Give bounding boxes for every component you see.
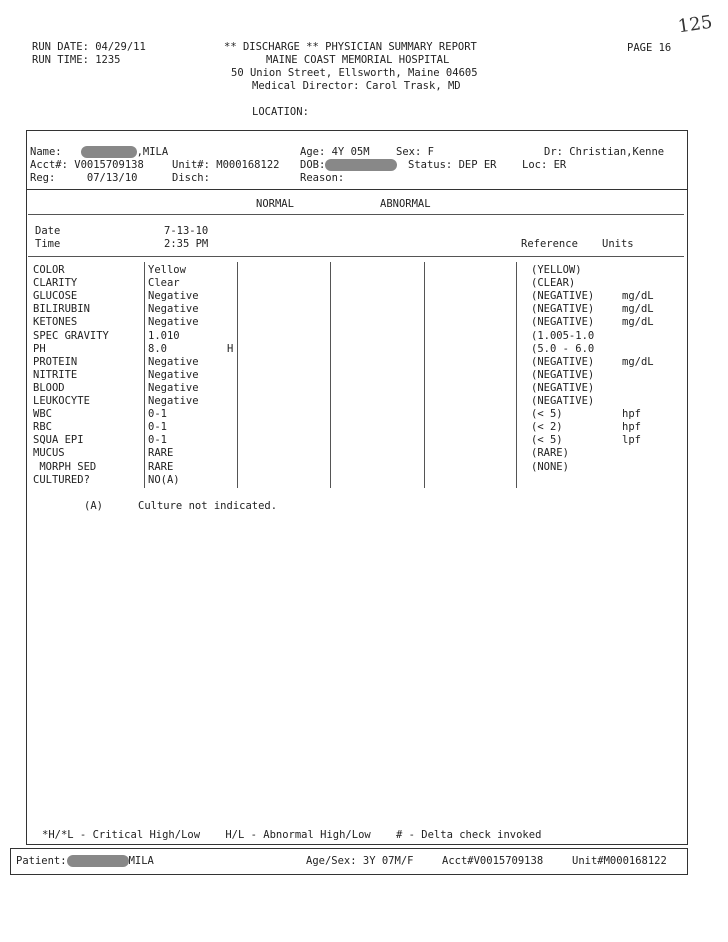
divider — [28, 214, 684, 215]
unit-label: mg/dL — [622, 303, 654, 316]
flag-legend: *H/*L - Critical High/Low H/L - Abnormal High/Low # - Delta check invoked — [42, 829, 542, 841]
test-value: RARE — [148, 447, 174, 460]
run-time: RUN TIME: 1235 — [32, 54, 121, 66]
reference-range: (NEGATIVE) — [531, 368, 595, 381]
test-value: RARE — [148, 460, 174, 473]
handwritten-page-number: 125 — [676, 11, 714, 38]
footnote-marker: (A) — [84, 500, 103, 512]
footer-age-sex: Age/Sex: 3Y 07M/F — [306, 855, 414, 867]
test-value: Negative — [148, 303, 199, 316]
test-value: Negative — [148, 316, 199, 329]
column-rule — [144, 262, 145, 488]
unit-label: lpf — [622, 434, 641, 447]
test-value: NO(A) — [148, 473, 180, 486]
collection-time: 2:35 PM — [164, 238, 209, 250]
patient-sex: Sex: F — [396, 146, 434, 158]
report-title: ** DISCHARGE ** PHYSICIAN SUMMARY REPORT — [224, 41, 477, 53]
attending-doctor: Dr: Christian,Kenne — [544, 146, 665, 158]
normal-heading: NORMAL — [256, 198, 294, 210]
patient-age: Age: 4Y 05M — [300, 146, 370, 158]
reference-range: (NEGATIVE) — [531, 395, 595, 407]
test-value: Clear — [148, 277, 180, 290]
reference-range: (NEGATIVE) — [531, 381, 595, 394]
column-rule — [237, 262, 238, 488]
test-name: LEUKOCYTE — [33, 395, 90, 407]
column-rule — [424, 262, 425, 488]
reason-label: Reason: — [300, 172, 345, 184]
footer-unit: Unit#M000168122 — [572, 855, 667, 867]
test-value: 0-1 — [148, 434, 167, 447]
test-value: 1.010 — [148, 329, 180, 342]
test-name: BILIRUBIN — [33, 303, 90, 316]
reference-range: (5.0 - 6.0 — [531, 342, 595, 355]
reference-range: (< 5) — [531, 434, 563, 447]
medical-director: Medical Director: Carol Trask, MD — [252, 80, 461, 92]
abnormal-flag: H — [227, 342, 234, 355]
divider — [28, 256, 684, 257]
results-sheet — [26, 130, 688, 845]
test-name: BLOOD — [33, 381, 65, 394]
reference-range: (RARE) — [531, 447, 569, 460]
reference-range: (< 2) — [531, 421, 563, 434]
name-label: Name: — [30, 146, 62, 158]
footer-patient-label: Patient: — [16, 855, 67, 867]
reference-range: (NEGATIVE) — [531, 290, 595, 303]
unit-label: mg/dL — [622, 355, 654, 368]
test-name: COLOR — [33, 264, 65, 276]
registration-date: Reg: 07/13/10 — [30, 172, 138, 184]
reference-range: (NONE) — [531, 460, 569, 473]
location-label: LOCATION: — [252, 106, 309, 118]
reference-range: (1.005-1.0 — [531, 329, 595, 342]
unit-label: hpf — [622, 421, 641, 434]
test-name: WBC — [33, 408, 52, 421]
patient-location: Loc: ER — [522, 159, 567, 171]
unit-label: mg/dL — [622, 316, 654, 329]
test-value: Yellow — [148, 264, 186, 276]
test-name: PROTEIN — [33, 355, 78, 368]
collection-date: 7-13-10 — [164, 225, 209, 237]
reference-range: (CLEAR) — [531, 277, 576, 290]
test-value: 0-1 — [148, 408, 167, 421]
test-name: RBC — [33, 421, 52, 434]
reference-range: (NEGATIVE) — [531, 316, 595, 329]
hospital-name: MAINE COAST MEMORIAL HOSPITAL — [266, 54, 450, 66]
test-name: MUCUS — [33, 447, 65, 460]
run-date: RUN DATE: 04/29/11 — [32, 41, 146, 53]
hospital-address: 50 Union Street, Ellsworth, Maine 04605 — [231, 67, 478, 79]
test-name: GLUCOSE — [33, 290, 78, 303]
footnote-text: Culture not indicated. — [138, 500, 278, 512]
test-value: Negative — [148, 368, 199, 381]
units-heading: Units — [602, 238, 634, 250]
footer-patient — [16, 855, 154, 867]
column-rule — [330, 262, 331, 488]
test-name: SPEC GRAVITY — [33, 329, 109, 342]
test-name: CLARITY — [33, 277, 78, 290]
redacted-footer-surname — [67, 855, 129, 867]
reference-range: (YELLOW) — [531, 264, 582, 276]
test-name: PH — [33, 342, 46, 355]
account-number: Acct#: V0015709138 — [30, 159, 144, 171]
test-value: 8.0 — [148, 342, 167, 355]
discharge-label: Disch: — [172, 172, 210, 184]
reference-range: (NEGATIVE) — [531, 303, 595, 316]
reference-range: (< 5) — [531, 408, 563, 421]
test-name: MORPH SED — [33, 460, 97, 473]
abnormal-heading: ABNORMAL — [380, 198, 431, 210]
test-value: Negative — [148, 381, 199, 394]
test-value: 0-1 — [148, 421, 167, 434]
test-name: CULTURED? — [33, 473, 90, 486]
footer-account: Acct#V0015709138 — [442, 855, 544, 867]
dob-label: DOB: — [300, 159, 326, 171]
unit-number: Unit#: M000168122 — [172, 159, 280, 171]
test-value: Negative — [148, 290, 199, 303]
reference-range: (NEGATIVE) — [531, 355, 595, 368]
test-value: Negative — [148, 395, 199, 407]
unit-label: hpf — [622, 408, 641, 421]
reference-heading: Reference — [521, 238, 578, 250]
name-suffix: ,MILA — [136, 146, 169, 158]
page-number: PAGE 16 — [627, 42, 672, 54]
unit-label: mg/dL — [622, 290, 654, 303]
test-name: NITRITE — [33, 368, 78, 381]
time-label: Time — [35, 238, 61, 250]
date-label: Date — [35, 225, 61, 237]
test-name: SQUA EPI — [33, 434, 84, 447]
test-name: KETONES — [33, 316, 78, 329]
footer-patient-name: MILA — [128, 855, 154, 867]
patient-status: Status: DEP ER — [408, 159, 497, 171]
test-value: Negative — [148, 355, 199, 368]
column-rule — [516, 262, 517, 488]
